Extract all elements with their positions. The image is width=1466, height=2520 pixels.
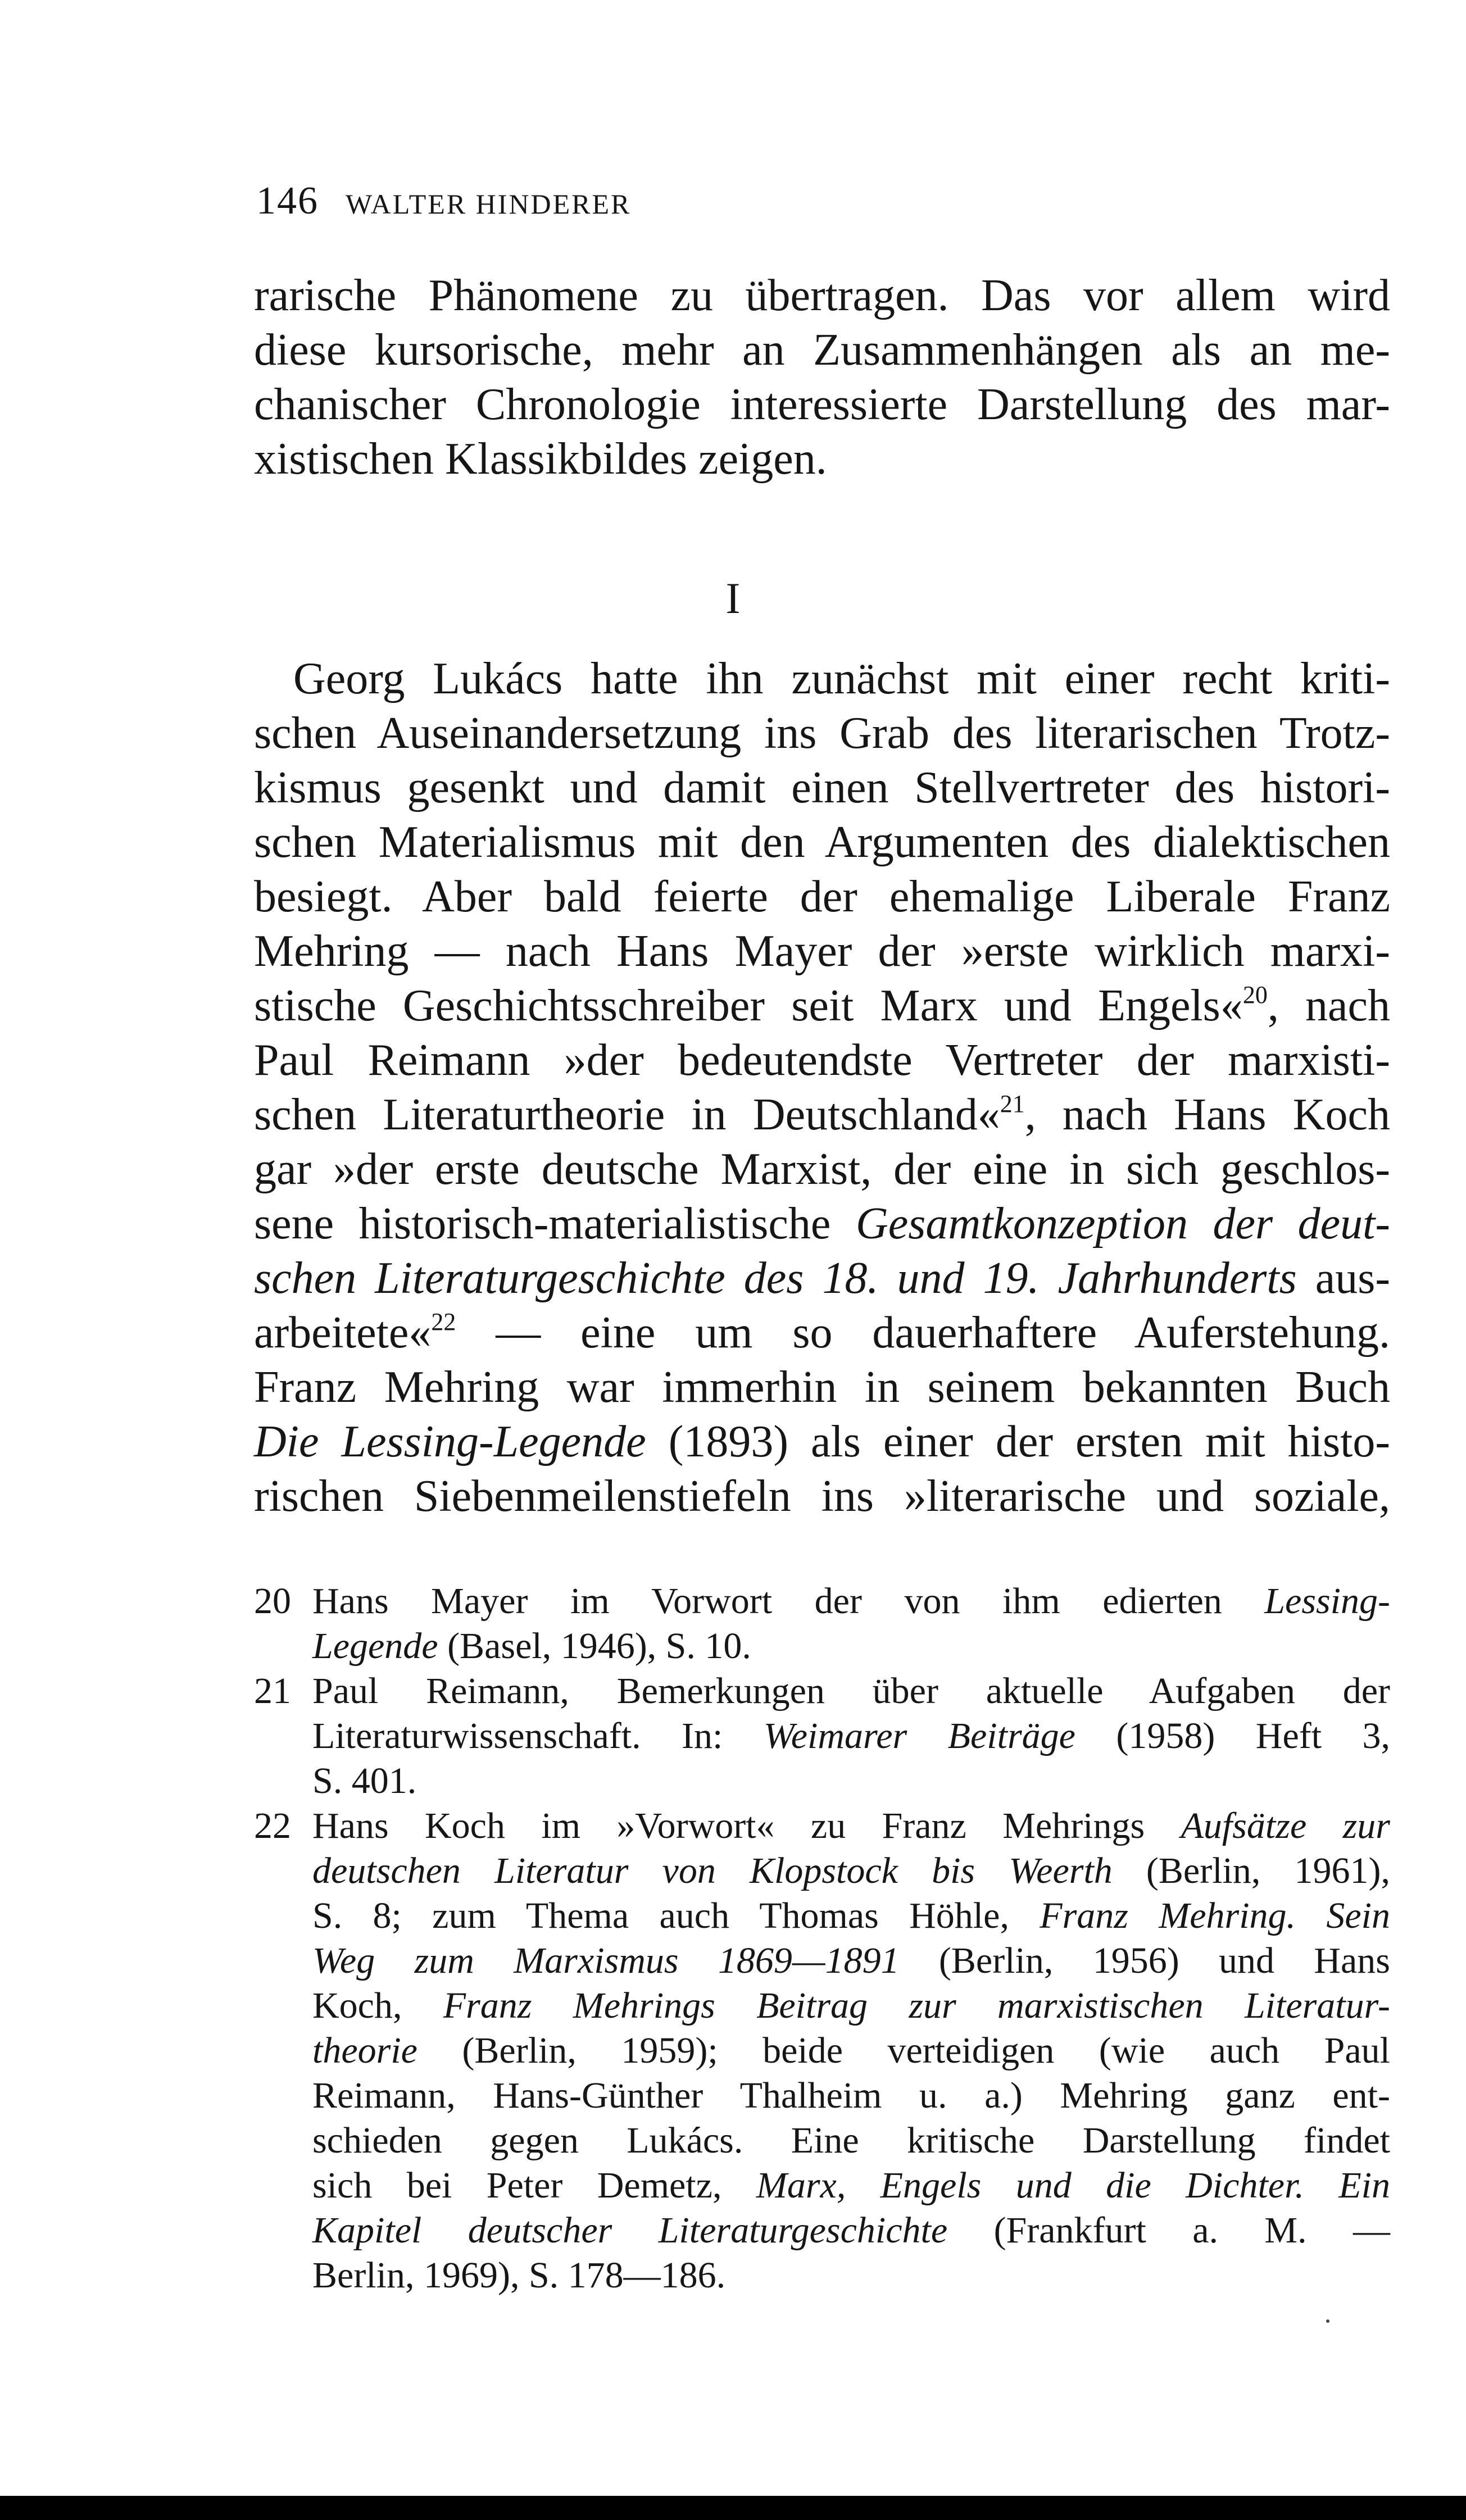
footnote-22: 22 Hans Koch im »Vorwort« zu Franz Mehrings Aufsätze zur (254, 1804, 1390, 1849)
footnote-number: 22 (254, 1805, 291, 1846)
footnote-number: 21 (254, 1670, 291, 1711)
footnote-number: 20 (254, 1581, 291, 1622)
paragraph-2 (254, 652, 1390, 1524)
text-line: Mehring — nach Hans Mayer der »erste wirklich marxi- (254, 927, 1390, 976)
text-line: Franz Mehring war immerhin in seinem bekannten Buch (254, 1363, 1390, 1412)
footnote-ref-21[interactable]: 21 (1000, 1090, 1025, 1118)
text-line: schen Literaturgeschichte des 18. und 19. Jahrhunderts aus- (254, 1254, 1391, 1303)
page-number: 146 (256, 179, 319, 223)
footnote-ref-22[interactable]: 22 (431, 1308, 456, 1336)
text-line: chanischer Chronologie interessierte Darstellung des mar- (254, 380, 1390, 429)
text-line: sene historisch-materialistische Gesamtkonzeption der deut- (254, 1199, 1390, 1248)
footnote-21: 21 Paul Reimann, Bemerkungen über aktuelle Aufgaben der (254, 1669, 1390, 1714)
page-header (256, 179, 631, 240)
text-line: rarische Phänomene zu übertragen. Das vor allem wird (254, 271, 1390, 320)
text-line: xistischen Klassikbildes zeigen. (254, 434, 827, 484)
footnote-ref-20[interactable]: 20 (1242, 981, 1268, 1009)
paragraph-1 (254, 269, 1390, 487)
text-line: schen Auseinandersetzung ins Grab des literarischen Trotz- (254, 709, 1390, 758)
text-line: schen Literaturtheorie in Deutschland«$^{21}$, nach Hans Koch (254, 1090, 1390, 1139)
text-line: Paul Reimann »der bedeutendste Vertreter der marxisti- (254, 1036, 1390, 1085)
text-line: kismus gesenkt und damit einen Stellvertreter des histori- (254, 763, 1390, 812)
text-line: besiegt. Aber bald feierte der ehemalige Liberale Franz (254, 872, 1390, 921)
footnote-20: 20 Hans Mayer im Vorwort der von ihm edierten Lessing- (254, 1579, 1390, 1624)
footnotes: 20 Hans Mayer im Vorwort der von ihm edierten Lessing- Legende (Basel, 1946), S. 10. 21 Paul Reimann, Bemerkungen über aktuelle Aufgaben der Literaturwissenschaft. In: Weimarer Beiträge (1958) Heft 3, S. 401. 22 Hans Koch im »Vorwort« zu Franz Mehrings Aufsätze zur deutschen Literatur von Klopstock bis Weerth (Berlin, 1961), S. 8; zum Thema auch Thomas Höhle, Franz Mehring. Sein Weg zum Marxismus 1869—1891 (Berlin, 1956) und Hans Koch, Franz Mehrings Beitrag zur marxistischen Literatur- theorie (Berlin, 1959); beide verteidigen (wie auch Paul Reimann, Hans-Günther Thalheim u. a.) Mehring ganz ent- schieden gegen Lukács. Eine kritische Darstellung findet sich bei Peter Demetz, Marx, Engels und die Dichter. Ein Kapitel deutscher Literaturgeschichte (Frankfurt a. M. — Berlin, 1969), S. 178—186. (254, 1579, 1390, 2298)
scan-edge-bar (0, 2496, 1466, 2520)
text-line: Die Lessing-Legende (1893) als einer der ersten mit histo- (254, 1417, 1390, 1466)
text-line: schen Materialismus mit den Argumenten des dialektischen (254, 818, 1390, 867)
section-heading: I (725, 574, 741, 623)
text-line: Georg Lukács hatte ihn zunächst mit einer recht kriti- (293, 654, 1390, 703)
text-line: rischen Siebenmeilenstiefeln ins »literarische und soziale, (254, 1472, 1390, 1521)
text-line: arbeitete«$^{22}$ — eine um so dauerhaftere Auferstehung. (254, 1308, 1390, 1357)
text-line: stische Geschichtsschreiber seit Marx und Engels«$^{20}$, nach (254, 981, 1391, 1030)
text-line: gar »der erste deutsche Marxist, der eine in sich geschlos- (254, 1145, 1390, 1194)
speck-mark (1326, 2319, 1329, 2323)
running-head: WALTER HINDERER (346, 188, 632, 220)
text-line: diese kursorische, mehr an Zusammenhängen als an me- (254, 325, 1390, 375)
